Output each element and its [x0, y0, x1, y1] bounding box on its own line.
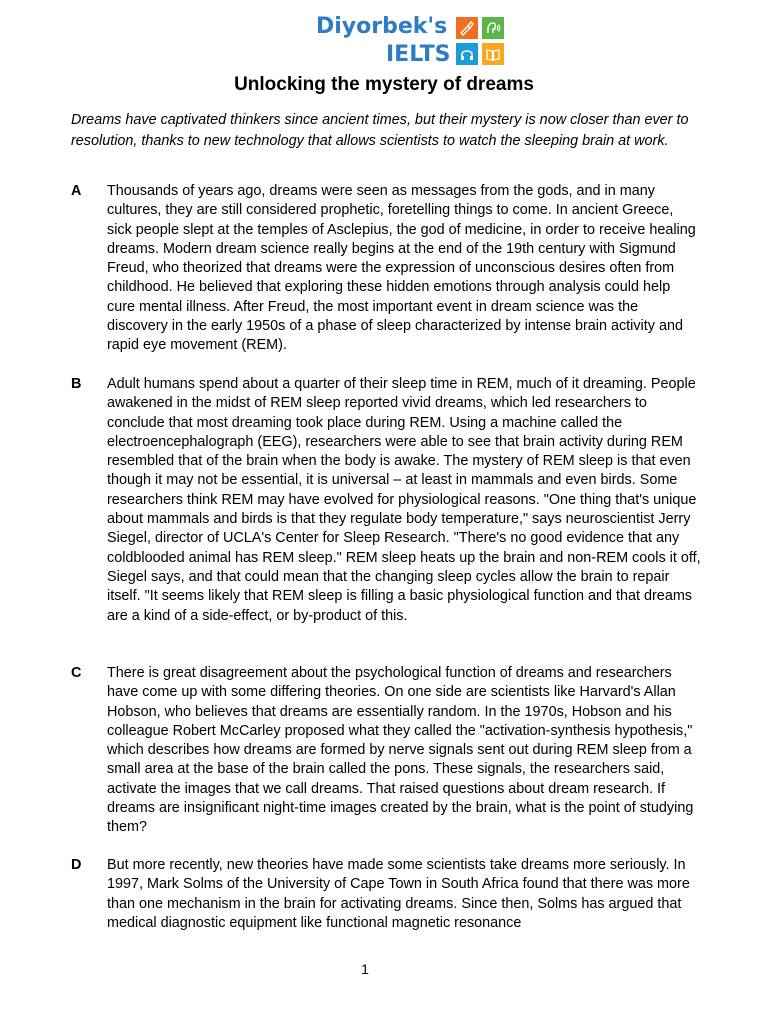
- paragraph-c: [71, 664, 701, 838]
- speaking-head-icon: [482, 17, 504, 39]
- intro-paragraph: Dreams have captivated thinkers since ancient times, but their mystery is now closer than ever to resolution, thanks to new technology that allows scientists to watch the sleeping brain at work.: [71, 112, 689, 149]
- document-title: Unlocking the mystery of dreams: [234, 74, 534, 95]
- paragraph-letter: A: [71, 183, 82, 199]
- paragraph-text: Thousands of years ago, dreams were seen as messages from the gods, and in many cultures, they are still considered prophetic, foretelling things to come. In ancient Greece, sick people slept at the temples of Asclepius, the god of medicine, in order to receive healing dreams. Modern dream science really begins at the end of the 19th century with Sigmund Freud, who theorized that dreams were the expression of unconscious desires often from childhood. He believed that exploring these hidden emotions through analysis could help cure mental illness. After Freud, the most important event in dream science was the discovery in the early 1950s of a phase of sleep characterized by intense brain activity and rapid eye movement (REM).: [107, 183, 696, 354]
- logo-line-1: Diyorbek's: [316, 14, 448, 39]
- paragraph-letter: D: [71, 857, 82, 873]
- headphones-icon: [456, 43, 478, 65]
- open-book-icon: [482, 43, 504, 65]
- paragraph-text: Adult humans spend about a quarter of their sleep time in REM, much of it dreaming. People awakened in the midst of REM sleep reported vivid dreams, which led researchers to conclude that most dreaming took place during REM. Using a machine called the electroencephalograph (EEG), researchers were able to see that brain activity during REM resembled that of the brain when the body is awake. The mystery of REM sleep is that even though it may not be essential, it is universal – at least in mammals and even birds. Some researchers think REM may have evolved for physiological reasons. "One thing that's unique about mammals and birds is that they regulate body temperature," says neuroscientist Jerry Siegel, director of UCLA's Center for Sleep Research. "There's no good evidence that any coldblooded animal has REM sleep." REM sleep heats up the brain and non-REM cools it off, Siegel says, and that could mean that the changing sleep cycles allow the brain to repair itself. "It seems likely that REM sleep is filling a basic physiological function and that dreams are a kind of a side-effect, or by-product of this.: [107, 376, 701, 624]
- paragraph-letter: C: [71, 665, 82, 681]
- paragraph-a: [71, 182, 701, 356]
- paragraph-text: There is great disagreement about the psychological function of dreams and researchers have come up with some differing theories. On one side are scientists like Harvard's Allan Hobson, who believes that dreams are essentially random. In the 1970s, Hobson and his colleague Robert McCarley proposed what they called the "activation-synthesis hypothesis," which describes how dreams are formed by nerve signals sent out during REM sleep from a small area at the base of the brain called the pons. These signals, the researchers said, activate the images that we call dreams. That raised questions about dream research. If dreams are insignificant night-time images created by the brain, what is the point of studying them?: [107, 665, 694, 836]
- paragraph-text: But more recently, new theories have made some scientists take dreams more seriously. In 1997, Mark Solms of the University of Cape Town in South Africa found that there was more than one mechanism in the brain for activating dreams. Since then, Solms has argued that medical diagnostic equipment like functional magnetic resonance: [107, 857, 690, 931]
- paragraph-b: [71, 375, 701, 626]
- logo-line-2: IELTS: [386, 42, 451, 67]
- writing-hand-icon: [456, 17, 478, 39]
- page-number: 1: [361, 961, 369, 977]
- paragraph-letter: B: [71, 376, 82, 392]
- paragraph-d: [71, 856, 701, 933]
- brand-logo: [316, 14, 506, 68]
